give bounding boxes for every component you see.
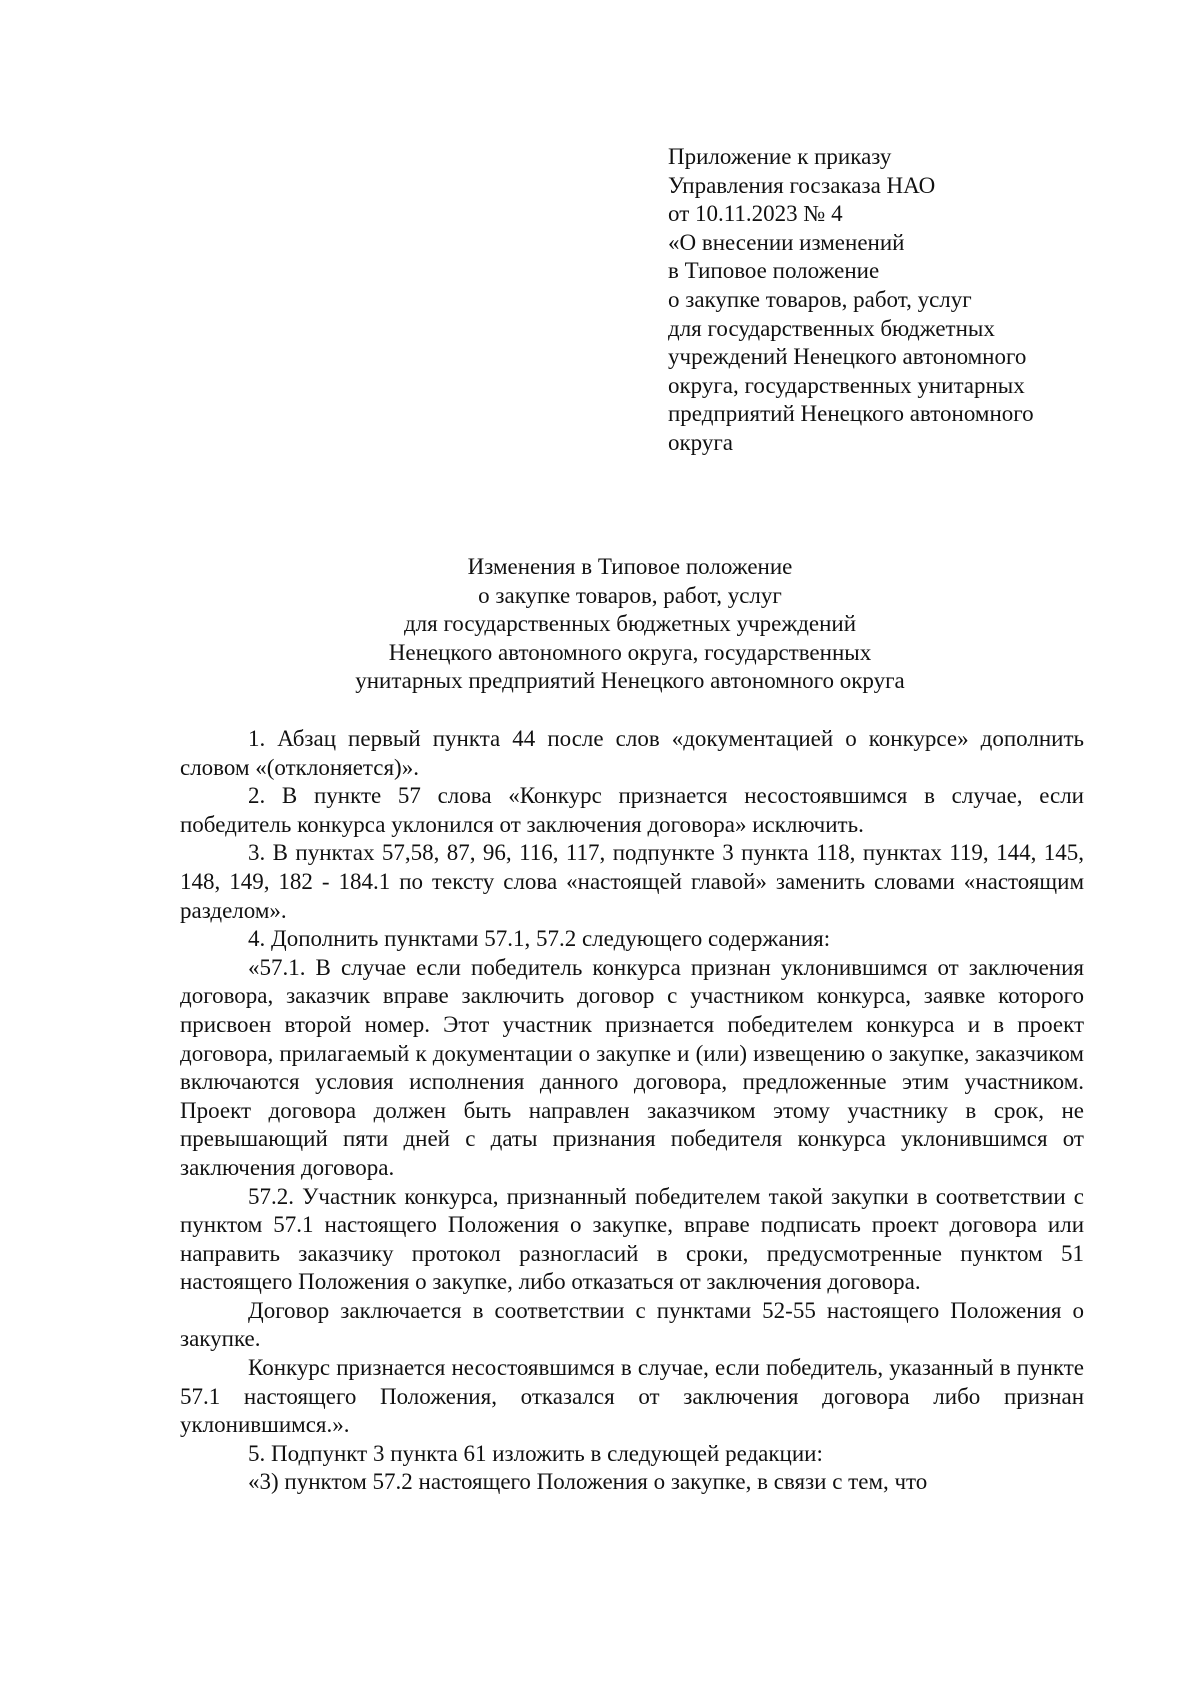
paragraph: 4. Дополнить пунктами 57.1, 57.2 следующего содержания: — [248, 926, 831, 952]
appendix-line: в Типовое положение — [668, 258, 880, 284]
appendix-line: округа, государственных унитарных — [668, 372, 1025, 398]
paragraph: 5. Подпункт 3 пункта 61 изложить в следующей редакции: — [248, 1440, 823, 1466]
paragraph: «3) пунктом 57.2 настоящего Положения о закупке, в связи с тем, что — [248, 1469, 928, 1495]
title-line: Ненецкого автономного округа, государственных — [388, 639, 872, 665]
appendix-header — [668, 143, 1138, 458]
title-line: для государственных бюджетных учреждений — [403, 611, 857, 637]
appendix-line: от 10.11.2023 № 4 — [668, 201, 843, 227]
paragraph: «57.1. В случае если победитель конкурса признан уклонившимся от заключения договора, заказчик вправе заключить договор с участником конкурса, заявке которого присвоен второй номер. Этот участник признается победителем конкурса и в проект договора, прилагаемый к документации о закупке и (или) извещению о закупке, заказчиком включаются условия исполнения данного договора, предложенные этим участником. Проект договора должен быть направлен заказчиком этому участнику в срок, не превышающий пяти дней с даты признания победителя конкурса уклонившимся от заключения договора. — [180, 954, 1084, 1180]
paragraph: 3. В пунктах 57,58, 87, 96, 116, 117, подпункте 3 пункта 118, пунктах 119, 144, 145, 148, 149, 182 - 184.1 по тексту слова «настоящей главой» заменить словами «настоящим разделом». — [180, 840, 1084, 923]
appendix-line: округа — [668, 429, 734, 455]
document-title — [160, 553, 1100, 696]
appendix-line: учреждений Ненецкого автономного — [668, 344, 1027, 370]
title-line: о закупке товаров, работ, услуг — [478, 582, 782, 608]
paragraph: Конкурс признается несостоявшимся в случае, если победитель, указанный в пункте 57.1 настоящего Положения, отказался от заключения договора либо признан уклонившимся.». — [180, 1355, 1084, 1438]
title-line: Изменения в Типовое положение — [467, 554, 793, 579]
paragraph: 1. Абзац первый пункта 44 после слов «документацией о конкурсе» дополнить словом «(отклоняется)». — [180, 726, 1084, 780]
title-line: унитарных предприятий Ненецкого автономного округа — [355, 668, 905, 694]
appendix-line: Приложение к приказу — [668, 144, 892, 169]
document-body — [180, 725, 1084, 1497]
paragraph: 2. В пункте 57 слова «Конкурс признается несостоявшимся в случае, если победитель конкурса уклонился от заключения договора» исключить. — [180, 783, 1084, 837]
paragraph: Договор заключается в соответствии с пунктами 52-55 настоящего Положения о закупке. — [180, 1297, 1084, 1352]
appendix-line: для государственных бюджетных — [668, 315, 995, 341]
appendix-line: Управления госзаказа НАО — [668, 172, 936, 198]
appendix-line: «О внесении изменений — [668, 229, 905, 255]
paragraph: 57.2. Участник конкурса, признанный победителем такой закупки в соответствии с пунктом 57.1 настоящего Положения о закупке, вправе подписать проект договора или направить заказчику протокол разногласий в сроки, предусмотренные пунктом 51 настоящего Положения о закупке, либо отказаться от заключения договора. — [180, 1183, 1084, 1295]
appendix-line: предприятий Ненецкого автономного — [668, 401, 1034, 427]
appendix-line: о закупке товаров, работ, услуг — [668, 286, 972, 312]
